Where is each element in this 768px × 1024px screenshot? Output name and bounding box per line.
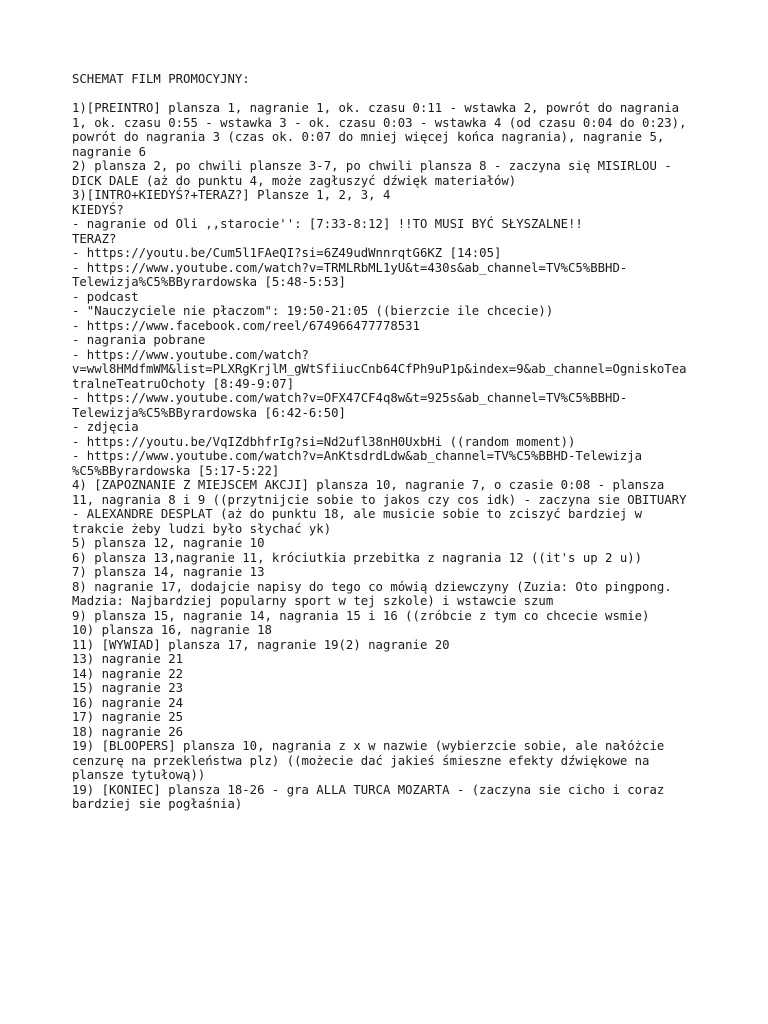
document-line: powrót do nagrania 3 (czas ok. 0:07 do mniej więcej końca nagrania), nagranie 5,	[72, 130, 665, 144]
document-line: - "Nauczyciele nie płaczom": 19:50-21:05 ((bierzcie ile chcecie))	[72, 304, 554, 318]
document-line: tralneTeatruOchoty [8:49-9:07]	[72, 376, 295, 391]
document-line: - https://www.youtube.com/watch?v=AnKtsdrdLdw&ab_channel=TV%C5%BBHD-Telewizja	[72, 449, 643, 463]
document-line: plansze tytułową))	[72, 768, 206, 782]
document-line: Madzia: Najbardziej popularny sport w tej szkole) i wstawcie szum	[72, 594, 554, 608]
document-line: - ALEXANDRE DESPLAT (aż do punktu 18, ale musicie sobie to zciszyć bardziej w	[72, 507, 643, 521]
document-line: 13) nagranie 21	[72, 652, 184, 666]
document-line: cenzurę na przekleństwa plz) ((możecie dać jakieś śmieszne efekty dźwiękowe na	[72, 753, 650, 768]
document-line: 7) plansza 14, nagranie 13	[72, 565, 265, 579]
document-line: 17) nagranie 25	[72, 710, 184, 724]
document-line: 18) nagranie 26	[72, 724, 184, 739]
document-line: - nagranie od Oli ,,starocie'': [7:33-8:12] !!TO MUSI BYĆ SŁYSZALNE!!	[72, 217, 583, 231]
document-line: - https://www.facebook.com/reel/674966477778531	[72, 318, 420, 333]
document-line: %C5%BByrardowska [5:17-5:22]	[72, 463, 280, 478]
document-line: 16) nagranie 24	[72, 695, 184, 710]
document-line: 3)[INTRO+KIEDYŚ?+TERAZ?] Plansze 1, 2, 3, 4	[72, 188, 391, 202]
document-line: - https://youtu.be/VqIZdbhfrIg?si=Nd2ufl38nH0UxbHi ((random moment))	[72, 434, 576, 449]
document-lines	[72, 101, 712, 812]
document-line: - https://www.youtube.com/watch?v=TRMLRbML1yU&t=430s&ab_channel=TV%C5%BBHD-	[72, 260, 628, 275]
document-line: 1)[PREINTRO] plansza 1, nagranie 1, ok. czasu 0:11 - wstawka 2, powrót do nagrania	[72, 101, 680, 115]
document-line: 11) [WYWIAD] plansza 17, nagranie 19(2) nagranie 20	[72, 637, 450, 652]
document-line: v=wwl8HMdfmWM&list=PLXRgKrjlM_gWtSfiiucCnb64CfPh9uP1p&index=9&ab_channel=OgniskoTea	[72, 362, 687, 376]
document-line: - https://www.youtube.com/watch?	[72, 347, 309, 362]
document-line: 10) plansza 16, nagranie 18	[72, 623, 272, 637]
document-line: 1, ok. czasu 0:55 - wstawka 3 - ok. czasu 0:03 - wstawka 4 (od czasu 0:04 do 0:23),	[72, 115, 687, 130]
document-line: KIEDYŚ?	[72, 202, 124, 217]
document-line: - https://www.youtube.com/watch?v=OFX47CF4q8w&t=925s&ab_channel=TV%C5%BBHD-	[72, 391, 628, 405]
document-line: 19) [KONIEC] plansza 18-26 - gra ALLA TURCA MOZARTA - (zaczyna sie cicho i coraz	[72, 782, 665, 797]
document-line: Telewizja%C5%BByrardowska [6:42-6:50]	[72, 405, 346, 420]
document-line: 6) plansza 13,nagranie 11, króciutkia przebitka z nagrania 12 ((it's up 2 u))	[72, 550, 643, 565]
document-line: nagranie 6	[72, 144, 147, 159]
document-body	[72, 72, 712, 812]
document-line: trakcie żeby ludzi było słychać yk)	[72, 521, 332, 536]
document-line: 11, nagrania 8 i 9 ((przytnijcie sobie to jakos czy cos idk) - zaczyna sie OBITUARY	[72, 492, 687, 507]
document-line: - zdjęcia	[72, 420, 139, 434]
document-title: SCHEMAT FILM PROMOCYJNY:	[72, 72, 250, 86]
document-line: Telewizja%C5%BByrardowska [5:48-5:53]	[72, 275, 346, 289]
document-line: 5) plansza 12, nagranie 10	[72, 536, 265, 550]
document-line: bardziej sie pogłaśnia)	[72, 797, 243, 811]
document-line: 19) [BLOOPERS] plansza 10, nagrania z x w nazwie (wybierzcie sobie, ale nałóżcie	[72, 739, 665, 753]
document-line: 15) nagranie 23	[72, 681, 184, 695]
blank-line	[72, 87, 712, 102]
document-line: TERAZ?	[72, 231, 117, 246]
document-line: 14) nagranie 22	[72, 666, 184, 681]
document-line: - nagrania pobrane	[72, 333, 206, 347]
document-line: - https://youtu.be/Cum5l1FAeQI?si=6Z49udWnnrqtG6KZ [14:05]	[72, 246, 502, 260]
document-line: 8) nagranie 17, dodajcie napisy do tego co mówią dziewczyny (Zuzia: Oto pingpong.	[72, 579, 672, 594]
document-line: 2) plansza 2, po chwili plansze 3-7, po chwili plansza 8 - zaczyna się MISIRLOU -	[72, 159, 672, 173]
document-line: - podcast	[72, 289, 139, 304]
document-line: DICK DALE (aż do punktu 4, może zagłuszyć dźwięk materiałów)	[72, 173, 517, 188]
document-line: 9) plansza 15, nagranie 14, nagrania 15 i 16 ((zróbcie z tym co chcecie wsmie)	[72, 608, 650, 623]
document-line: 4) [ZAPOZNANIE Z MIEJSCEM AKCJI] plansza 10, nagranie 7, o czasie 0:08 - plansza	[72, 478, 665, 492]
